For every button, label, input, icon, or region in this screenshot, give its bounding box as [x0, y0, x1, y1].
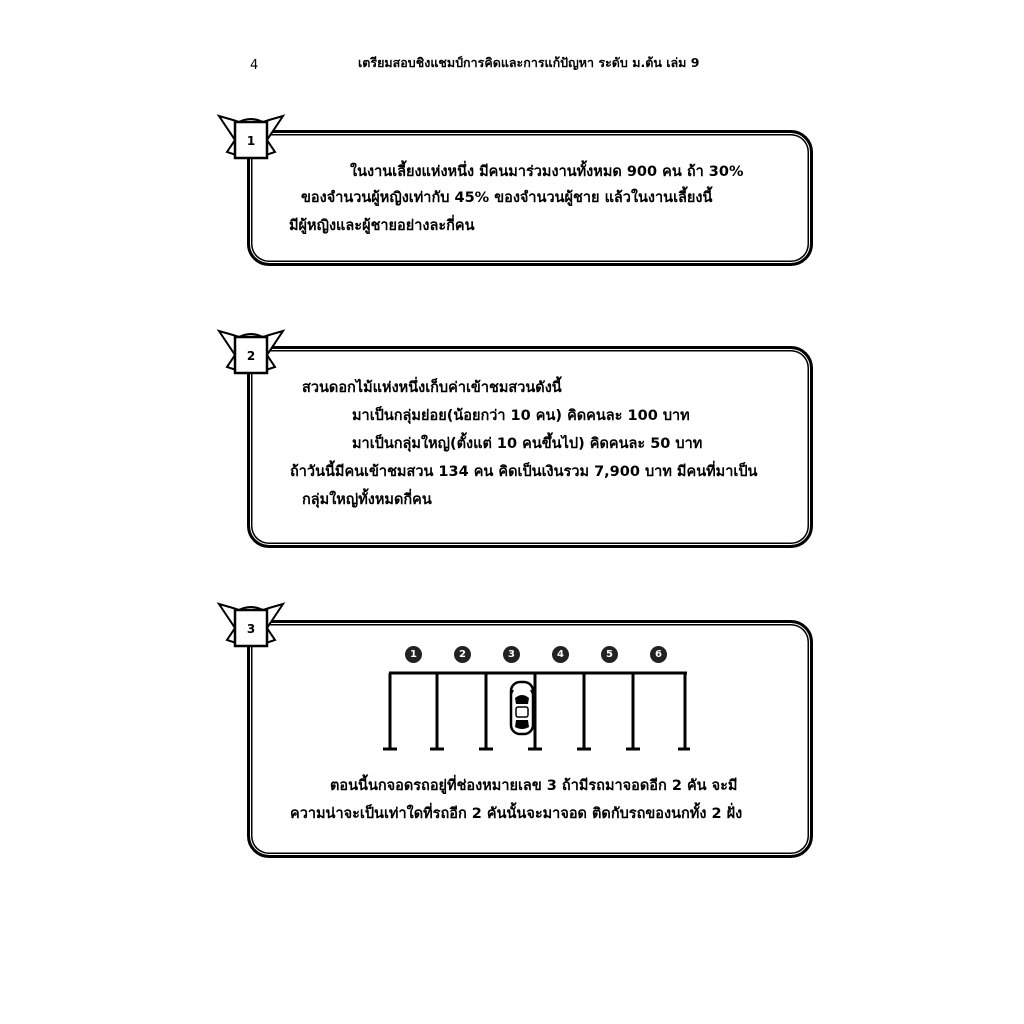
question-3-line-1: ตอนนี้นกจอดรถอยู่ที่ช่องหมายเลข 3 ถ้ามีรถมาจอดอีก 2 คัน จะมี [330, 778, 738, 794]
question-2-badge [215, 327, 287, 383]
slot-number-2: 2 [454, 646, 471, 663]
question-3-line-2: ความน่าจะเป็นเท่าใดที่รถอีก 2 คันนั้นจะมาจอด ติดกับรถของนกทั้ง 2 ฝั่ง [290, 806, 743, 822]
question-2-line-4: ถ้าวันนี้มีคนเข้าชมสวน 134 คน คิดเป็นเงินรวม 7,900 บาท มีคนที่มาเป็น [290, 464, 758, 480]
question-3-number: 3 [246, 622, 256, 636]
question-2-line-5: กลุ่มใหญ่ทั้งหมดกี่คน [302, 492, 432, 508]
question-3-badge [215, 600, 287, 656]
parking-lot-diagram [380, 665, 690, 755]
slot-number-3: 3 [503, 646, 520, 663]
question-1-line-1: ในงานเลี้ยงแห่งหนึ่ง มีคนมาร่วมงานทั้งหมด 900 คน ถ้า 30% [350, 164, 744, 180]
question-2-line-2: มาเป็นกลุ่มย่อย(น้อยกว่า 10 คน) คิดคนละ 100 บาท [352, 408, 690, 424]
question-1-badge [215, 112, 287, 168]
parking-dividers [390, 673, 685, 749]
question-1-line-2: ของจำนวนผู้หญิงเท่ากับ 45% ของจำนวนผู้ชาย แล้วในงานเลี้ยงนี้ [301, 190, 713, 206]
question-2-line-3: มาเป็นกลุ่มใหญ่(ตั้งแต่ 10 คนขึ้นไป) คิดคนละ 50 บาท [352, 436, 703, 452]
question-2-line-1: สวนดอกไม้แห่งหนึ่งเก็บค่าเข้าชมสวนดังนี้ [302, 380, 562, 396]
slot-number-1: 1 [405, 646, 422, 663]
page-number: 4 [250, 58, 259, 73]
slot-number-5: 5 [601, 646, 618, 663]
slot-number-6: 6 [650, 646, 667, 663]
question-1-number: 1 [246, 134, 256, 148]
page-header-title: เตรียมสอบชิงแชมป์การคิดและการแก้ปัญหา ระดับ ม.ต้น เล่ม 9 [358, 55, 700, 70]
question-1-line-3: มีผู้หญิงและผู้ชายอย่างละกี่คน [289, 218, 475, 234]
slot-number-4: 4 [552, 646, 569, 663]
question-2-number: 2 [246, 349, 256, 363]
car-icon [511, 682, 533, 734]
